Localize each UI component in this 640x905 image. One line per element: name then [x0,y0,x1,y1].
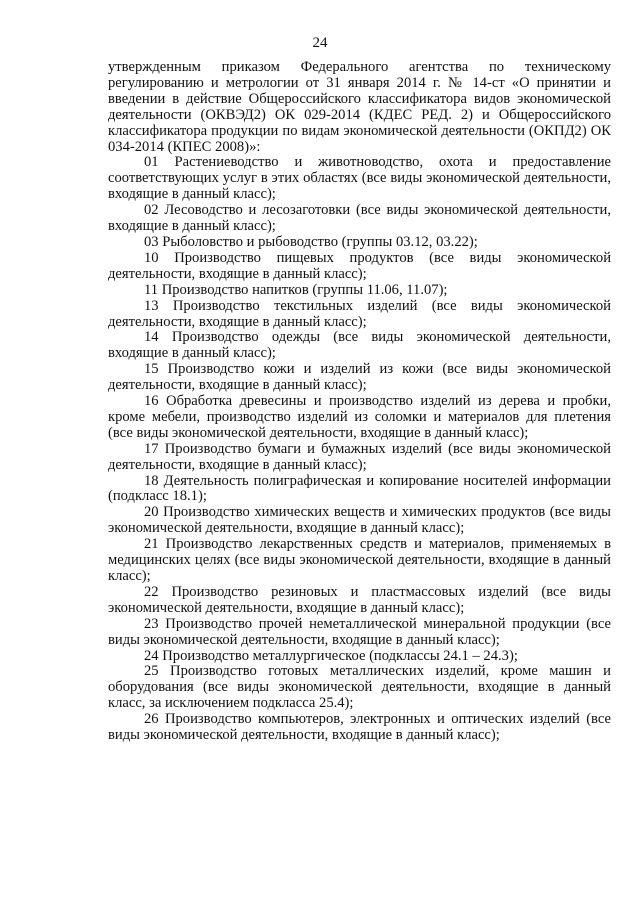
paragraph-item-18: 18 Деятельность полиграфическая и копирование носителей информации (подкласс 18.1); [108,472,611,505]
paragraph-item-22: 22 Производство резиновых и пластмассовых изделий (все виды экономической деятельности, входящие в данный класс); [108,583,611,616]
paragraph-item-14: 14 Производство одежды (все виды экономической деятельности, входящие в данный класс); [108,329,611,362]
paragraph-intro-continuation: утвержденным приказом Федерального агентства по техническому регулированию и метрологии от 31 января 2014 г. № 14-ст «О принятии и введении в действие Общероссийского классификатора видов экономической деятельности (ОКВЭД2) ОК 029-2014 (КДЕС РЕД. 2) и Общероссийского классификатора продукции по видам экономической деятельности (ОКПД2) ОК 034-2014 (КПЕС 2008)»: [108,59,611,155]
paragraph-item-20: 20 Производство химических веществ и химических продуктов (все виды экономической деятельности, входящие в данный класс); [108,504,611,537]
paragraph-item-23: 23 Производство прочей неметаллической минеральной продукции (все виды экономической деятельности, входящие в данный класс); [108,615,611,648]
paragraph-item-16: 16 Обработка древесины и производство изделий из дерева и пробки, кроме мебели, производство изделий из соломки и материалов для плетения (все виды экономической деятельности, входящие в данный класс); [108,393,611,441]
paragraph-item-13: 13 Производство текстильных изделий (все виды экономической деятельности, входящие в данный класс); [108,297,611,330]
paragraph-item-02: 02 Лесоводство и лесозаготовки (все виды экономической деятельности, входящие в данный класс); [108,202,611,235]
page-number: 24 [312,35,328,51]
paragraph-item-21: 21 Производство лекарственных средств и материалов, применяемых в медицинских целях (все виды экономической деятельности, входящие в данный класс); [108,536,611,584]
paragraph-item-26: 26 Производство компьютеров, электронных и оптических изделий (все виды экономической деятельности, входящие в данный класс); [108,711,611,744]
paragraph-item-25: 25 Производство готовых металлических изделий, кроме машин и оборудования (все виды экономической деятельности, входящие в данный класс, за исключением подкласса 25.4); [108,663,611,712]
paragraph-item-24: 24 Производство металлургическое (подклассы 24.1 – 24.3); [144,647,518,664]
paragraph-item-15: 15 Производство кожи и изделий из кожи (все виды экономической деятельности, входящие в данный класс); [108,361,611,394]
paragraph-item-11: 11 Производство напитков (группы 11.06, 11.07); [144,281,448,298]
paragraph-item-17: 17 Производство бумаги и бумажных изделий (все виды экономической деятельности, входящие в данный класс); [108,440,611,473]
paragraph-item-03: 03 Рыболовство и рыбоводство (группы 03.12, 03.22); [144,233,478,250]
document-body [108,60,611,744]
paragraph-item-10: 10 Производство пищевых продуктов (все виды экономической деятельности, входящие в данный класс); [108,249,611,282]
paragraph-item-01: 01 Растениеводство и животноводство, охота и предоставление соответствующих услуг в этих областях (все виды экономической деятельности, входящие в данный класс); [108,154,611,203]
